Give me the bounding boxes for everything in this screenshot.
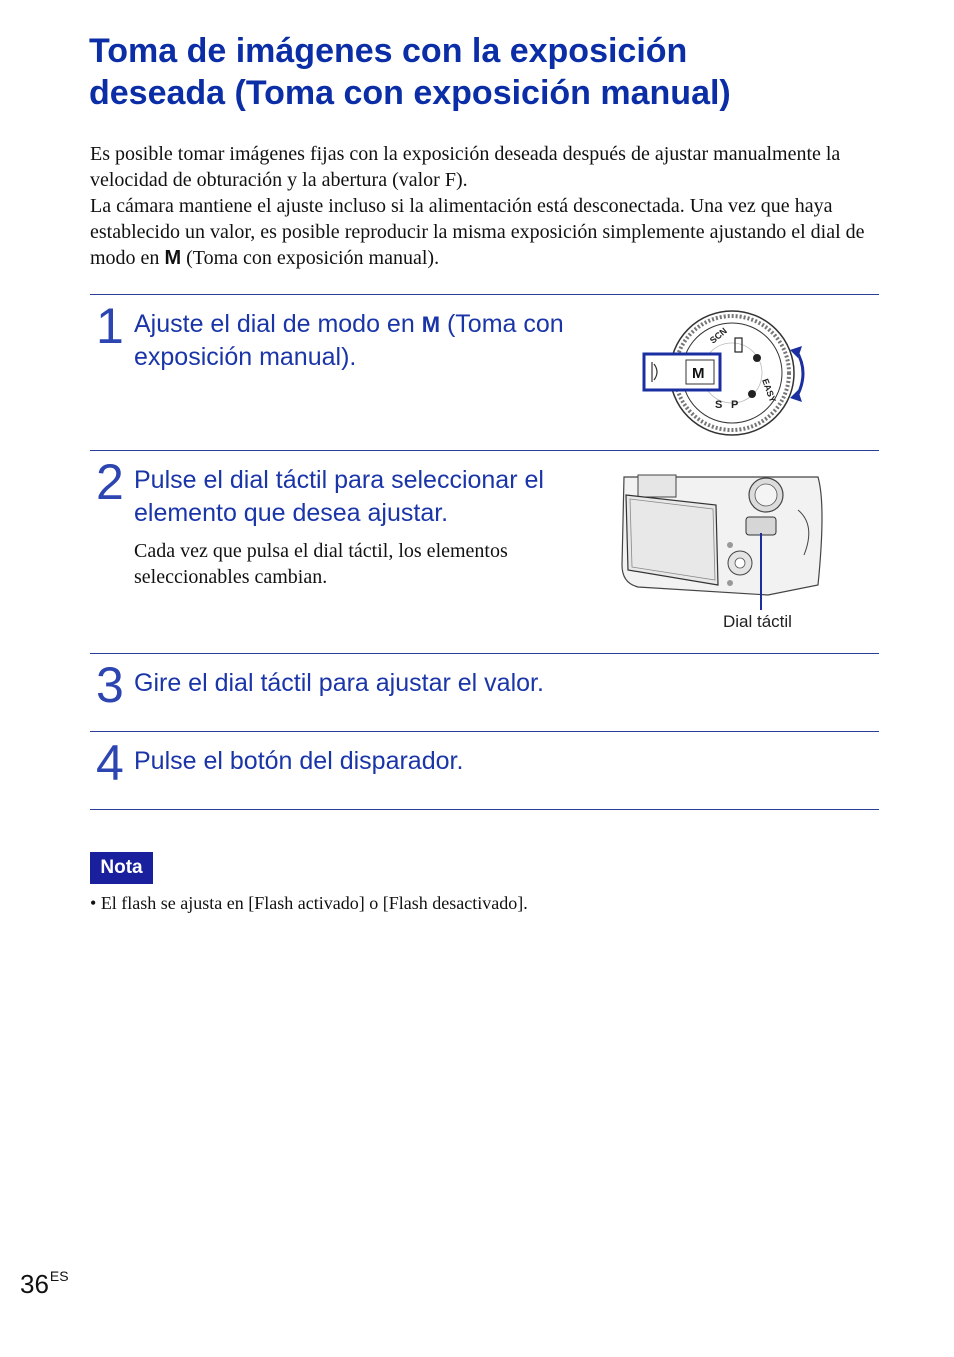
- dial-label-scn: SCN: [707, 325, 729, 346]
- step-instruction: [134, 308, 594, 374]
- camera-icon: [748, 390, 756, 398]
- rotate-arrow-icon: [796, 350, 803, 398]
- intro-paragraph-1: Es posible tomar imágenes fijas con la exposición deseada después de ajustar manualmente la velocidad de obturación y la abertura (valor F).: [90, 143, 841, 191]
- dial-mode-m-label: M: [692, 365, 705, 382]
- step-1-text-tail: (Toma con exposición manual).: [134, 310, 564, 371]
- dial-label-easy: EASY: [760, 377, 778, 404]
- camera-illustration: [618, 465, 828, 610]
- portrait-icon: [753, 354, 761, 362]
- dial-label-s: S: [715, 399, 723, 411]
- manual-mode-icon: M: [164, 247, 182, 269]
- control-dial-icon: [746, 517, 776, 535]
- manual-mode-icon: M: [421, 312, 441, 337]
- step-divider: [90, 294, 879, 295]
- step-number: 2: [96, 454, 124, 510]
- step-3: [90, 659, 879, 729]
- step-4: [90, 737, 879, 807]
- step-number: 4: [96, 735, 124, 791]
- intro-p2-text: La cámara mantiene el ajuste incluso si la alimentación está desconectada. Una vez que haya establecido un valor, es posible reproducir la misma exposición simplemente ajustando el dial de modo en: [90, 195, 865, 269]
- step-instruction: Pulse el botón del disparador.: [134, 747, 464, 775]
- title-line-1: Toma de imágenes con la exposición: [89, 32, 688, 70]
- step-divider: [90, 731, 879, 732]
- page-language-suffix: ES: [49, 1268, 69, 1284]
- note-item: [90, 891, 870, 915]
- step-1-text: Ajuste el dial de modo en: [134, 310, 415, 338]
- step-number: 3: [96, 657, 124, 713]
- dial-label-p: P: [731, 399, 739, 411]
- step-number: 1: [96, 298, 124, 354]
- bullet: •: [90, 893, 101, 913]
- page-number: [20, 1268, 69, 1300]
- step-divider: [90, 809, 879, 810]
- intro-text: [90, 141, 890, 271]
- title-line-2: deseada (Toma con exposición manual): [89, 74, 731, 112]
- step-instruction: Gire el dial táctil para ajustar el valor.: [134, 669, 544, 697]
- mode-dial-illustration: [640, 310, 820, 440]
- lcd-screen: [626, 495, 718, 585]
- step-detail: Cada vez que pulsa el dial táctil, los elementos seleccionables cambian.: [134, 540, 508, 588]
- figure-caption: Dial táctil: [723, 612, 792, 631]
- step-instruction: Pulse el dial táctil para seleccionar el elemento que desea ajustar.: [134, 466, 544, 527]
- step-divider: [90, 450, 879, 451]
- step-divider: [90, 653, 879, 654]
- intro-paragraph-2: [90, 193, 890, 271]
- note-text: El flash se ajusta en [Flash activado] o [Flash desactivado].: [100, 893, 528, 913]
- page-number-value: 36: [20, 1269, 49, 1299]
- intro-p2-tail: (Toma con exposición manual).: [186, 247, 440, 269]
- note-badge: Nota: [90, 852, 153, 884]
- page-title: [89, 30, 889, 114]
